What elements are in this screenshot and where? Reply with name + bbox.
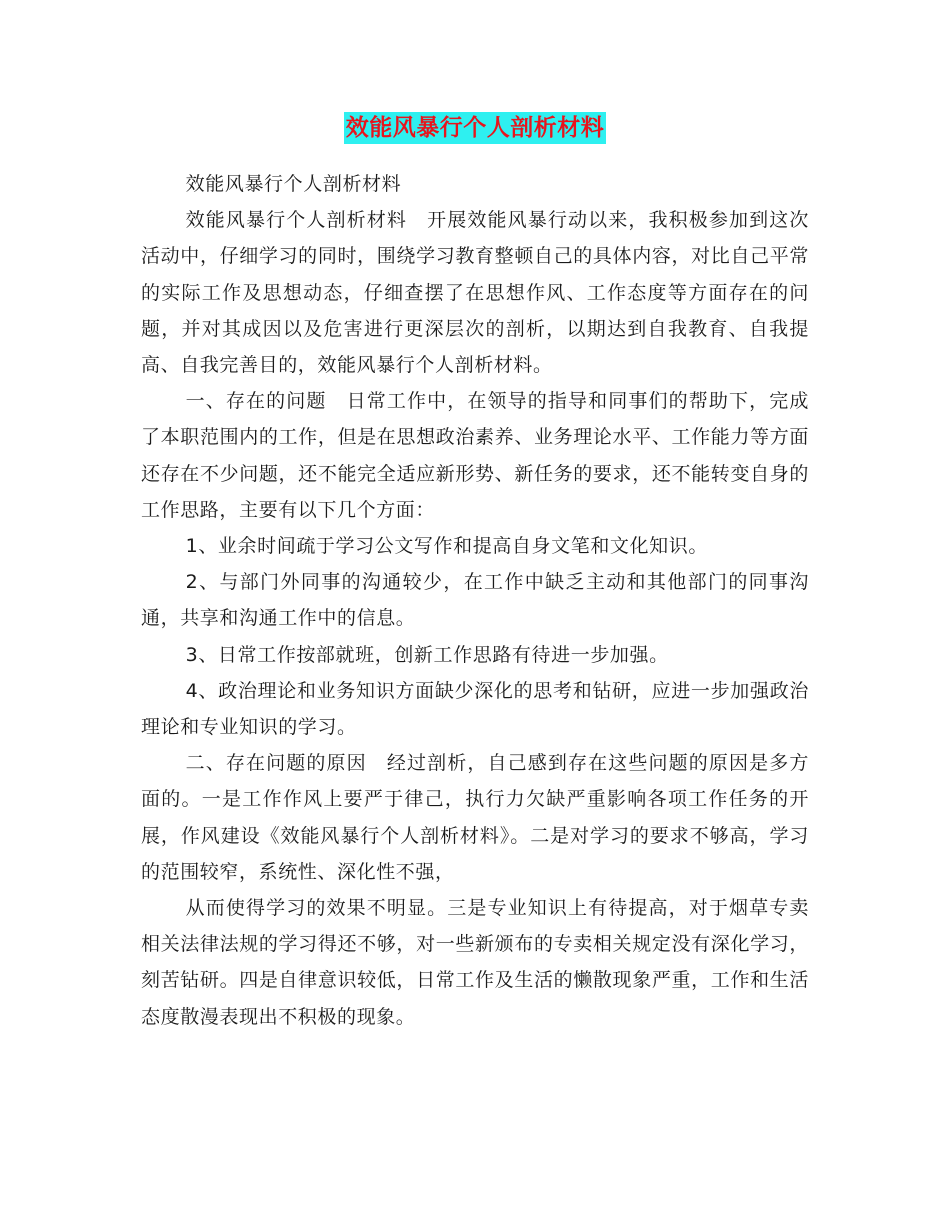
paragraph-problem-4: 4、政治理论和业务知识方面缺少深化的思考和钻研，应进一步加强政治理论和专业知识的学习。 <box>141 679 809 739</box>
paragraph-subtitle: 效能风暴行个人剖析材料 <box>185 173 402 195</box>
document-title: 效能风暴行个人剖析材料 <box>344 112 607 144</box>
paragraph-problem-2: 2、与部门外同事的沟通较少，在工作中缺乏主动和其他部门的同事沟通，共享和沟通工作中的信息。 <box>141 571 809 630</box>
paragraph-problem-3: 3、日常工作按部就班，创新工作思路有待进一步加强。 <box>185 643 669 666</box>
paragraph-problems: 一、存在的问题 日常工作中，在领导的指导和同事们的帮助下，完成了本职范围内的工作，但是在思想政治素养、业务理论水平、工作能力等方面还存在不少问题，还不能完全适应新形势、新任务的要求，还不能转变自身的工作思路，主要有以下几个方面： <box>141 390 809 521</box>
paragraph-intro: 效能风暴行个人剖析材料 开展效能风暴行动以来，我积极参加到这次活动中，仔细学习的同时，围绕学习教育整顿自己的具体内容，对比自己平常的实际工作及思想动态，仔细查摆了在思想作风、工作态度等方面存在的问题，并对其成因以及危害进行更深层次的剖析，以期达到自我教育、自我提高、自我完善目的，效能风暴行个人剖析材料。 <box>141 209 809 377</box>
document-body <box>141 166 809 1035</box>
paragraph-problem-1: 1、业余时间疏于学习公文写作和提高自身文笔和文化知识。 <box>185 535 708 558</box>
title-container <box>0 112 950 144</box>
paragraph-causes-continued: 从而使得学习的效果不明显。三是专业知识上有待提高，对于烟草专卖相关法律法规的学习得还不够，对一些新颁布的专卖相关规定没有深化学习，刻苦钻研。四是自律意识较低，日常工作及生活的懒散现象严重，工作和生活态度散漫表现出不积极的现象。 <box>141 897 809 1028</box>
paragraph-causes: 二、存在问题的原因 经过剖析，自己感到存在这些问题的原因是多方面的。一是工作作风上要严于律己，执行力欠缺严重影响各项工作任务的开展，作风建设《效能风暴行个人剖析材料》。二是对学习的要求不够高，学习的范围较窄，系统性、深化性不强， <box>141 752 809 883</box>
